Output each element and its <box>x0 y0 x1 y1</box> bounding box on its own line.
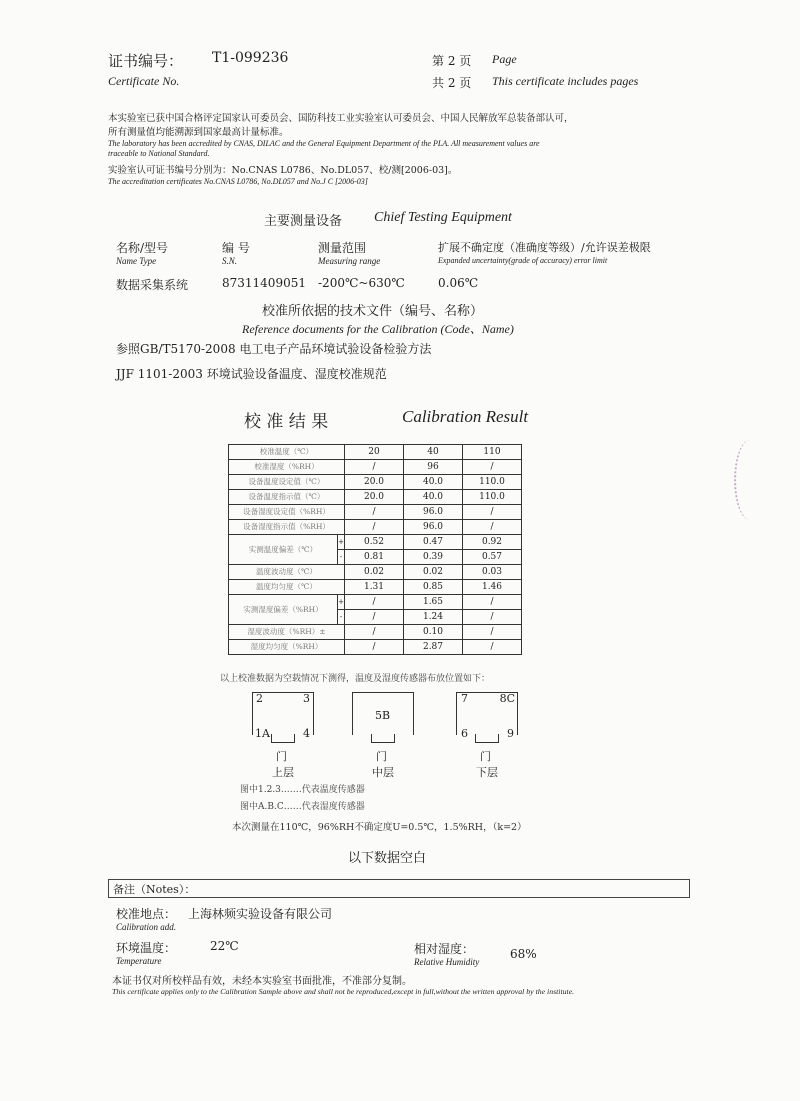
results-title: 校 准 结 果 <box>244 412 329 432</box>
value-cell: 20.0 <box>345 490 404 505</box>
table-row <box>229 490 522 505</box>
table-row <box>229 460 522 475</box>
accreditation-line-1: 本实验室已获中国合格评定国家认可委员会、国防科技工业实验室认可委员会、中国人民解放军总装备部认可， <box>108 113 574 124</box>
value-cell: 96.0 <box>404 505 463 520</box>
sensor-7: 7 <box>461 692 468 705</box>
row-label: 实测温度偏差（℃） <box>229 535 338 565</box>
sign-cell: - <box>338 610 345 625</box>
value-cell: / <box>463 505 522 520</box>
results-title-en: Calibration Result <box>402 407 529 426</box>
validity-statement-en: This certificate applies only to the Calibration Sample above and shall not be reproduced,except in full,without the written approval by the institute. <box>112 987 575 996</box>
value-cell: 1.24 <box>404 610 463 625</box>
table-row <box>229 475 522 490</box>
value-cell: / <box>345 505 404 520</box>
row-label: 设备温度指示值（℃） <box>229 490 345 505</box>
value-cell: / <box>345 595 404 610</box>
sensor-3: 3 <box>303 692 310 705</box>
temperature-value: 22℃ <box>210 939 239 953</box>
value-cell: 110.0 <box>463 490 522 505</box>
sensor-4: 4 <box>303 727 310 740</box>
row-label: 温度波动度（℃） <box>229 565 345 580</box>
value-cell: / <box>345 610 404 625</box>
lower-door-icon <box>475 734 499 743</box>
value-cell: 0.02 <box>345 565 404 580</box>
lower-layer-box <box>456 692 518 740</box>
value-cell: 0.47 <box>404 535 463 550</box>
accreditation-en-3: The accreditation certificates No.CNAS L0786, No.DL057 and No.J C [2006-03] <box>108 177 368 186</box>
equipment-col-name-en: Name Type <box>116 256 157 266</box>
value-cell: 96.0 <box>404 520 463 535</box>
sensor-9: 9 <box>507 727 514 740</box>
value-cell: 0.52 <box>345 535 404 550</box>
certificate-number-label-en: Certificate No. <box>108 74 180 88</box>
middle-door-icon <box>371 734 395 743</box>
value-cell: 40 <box>404 445 463 460</box>
reference-title: 校准所依据的技术文件（编号、名称） <box>262 304 484 319</box>
notes-label: 备注（Notes）： <box>113 883 196 896</box>
accreditation-en-1: The laboratory has been accredited by CNAS, DILAC and the General Equipment Department of the PLA. All measurement values are <box>108 139 540 148</box>
value-cell: / <box>345 640 404 655</box>
value-cell: / <box>463 520 522 535</box>
value-cell: 110 <box>463 445 522 460</box>
value-cell: / <box>463 625 522 640</box>
value-cell: 1.46 <box>463 580 522 595</box>
value-cell: 0.57 <box>463 550 522 565</box>
row-label: 校准温度（℃） <box>229 445 345 460</box>
value-cell: 40.0 <box>404 475 463 490</box>
equipment-uncertainty: 0.06℃ <box>438 276 479 290</box>
value-cell: 96 <box>404 460 463 475</box>
value-cell: 110.0 <box>463 475 522 490</box>
upper-layer-label: 上层 <box>272 766 294 779</box>
humidity-value: 68% <box>510 947 537 961</box>
sensor-6: 6 <box>461 727 468 740</box>
value-cell: / <box>345 460 404 475</box>
row-label: 温度均匀度（℃） <box>229 580 345 595</box>
upper-door-label: 门 <box>276 750 287 763</box>
row-label: 校准湿度（%RH） <box>229 460 345 475</box>
legend-humidity: 图中A.B.C……代表湿度传感器 <box>240 802 365 812</box>
sensor-2: 2 <box>256 692 263 705</box>
humidity-label-en: Relative Humidity <box>414 957 480 967</box>
value-cell: 2.87 <box>404 640 463 655</box>
equipment-serial: 87311409051 <box>222 276 306 290</box>
certificate-number-value: T1-099236 <box>212 50 289 66</box>
upper-door-icon <box>271 734 295 743</box>
table-row <box>229 565 522 580</box>
equipment-range: -200℃~630℃ <box>318 276 405 290</box>
row-label: 设备湿度设定值（%RH） <box>229 505 345 520</box>
sensor-5b: 5B <box>375 709 391 722</box>
legend-temperature: 图中1.2.3.……代表温度传感器 <box>240 785 365 795</box>
address-label-en: Calibration add. <box>116 922 177 932</box>
blank-data-note: 以下数据空白 <box>348 851 427 866</box>
address-value: 上海林频实验设备有限公司 <box>188 907 333 921</box>
equipment-col-range-en: Measuring range <box>318 256 381 266</box>
temperature-label-en: Temperature <box>116 956 162 966</box>
middle-layer-label: 中层 <box>372 766 394 779</box>
equipment-name: 数据采集系统 <box>116 278 189 292</box>
humidity-label: 相对湿度： <box>414 942 475 956</box>
value-cell: / <box>463 610 522 625</box>
value-cell: 0.92 <box>463 535 522 550</box>
value-cell: 20.0 <box>345 475 404 490</box>
value-cell: 0.85 <box>404 580 463 595</box>
row-label: 设备温度设定值（℃） <box>229 475 345 490</box>
value-cell: 0.03 <box>463 565 522 580</box>
value-cell: 1.31 <box>345 580 404 595</box>
value-cell: 0.02 <box>404 565 463 580</box>
upper-layer-box <box>252 692 314 740</box>
row-label: 实测湿度偏差（%RH） <box>229 595 338 625</box>
value-cell: / <box>463 595 522 610</box>
sign-cell: + <box>338 535 345 550</box>
equipment-title-en: Chief Testing Equipment <box>374 210 512 225</box>
value-cell: / <box>463 640 522 655</box>
validity-statement: 本证书仅对所校样品有效，未经本实验室书面批准，不准部分复制。 <box>112 976 412 987</box>
sensor-1a: 1A <box>255 727 270 740</box>
equipment-col-name: 名称/型号 <box>116 241 169 255</box>
equipment-title: 主要测量设备 <box>264 214 343 229</box>
value-cell: 0.39 <box>404 550 463 565</box>
total-pages-label: 共 2 页 <box>432 76 472 90</box>
reference-doc-2: JJF 1101-2003 环境试验设备温度、湿度校准规范 <box>116 367 387 381</box>
middle-door-label: 门 <box>376 750 387 763</box>
results-note: 以上校准数据为空载情况下测得，温度及湿度传感器布放位置如下： <box>220 674 491 684</box>
table-row <box>229 595 522 610</box>
certificate-number-label: 证书编号： <box>108 52 184 70</box>
table-row <box>229 580 522 595</box>
equipment-col-range: 测量范围 <box>318 241 367 255</box>
table-row <box>229 445 522 460</box>
accreditation-en-2: traceable to National Standard. <box>108 149 210 158</box>
sign-cell: + <box>338 595 345 610</box>
page-label-en: Page <box>492 52 517 66</box>
lower-door-label: 门 <box>480 750 491 763</box>
measurement-uncertainty: 本次测量在110℃，96%RH不确定度U=0.5℃，1.5%RH，（k=2） <box>232 822 527 833</box>
table-row <box>229 520 522 535</box>
table-row <box>229 625 522 640</box>
row-label: 湿度均匀度（%RH） <box>229 640 345 655</box>
equipment-col-uncertainty-en: Expanded uncertainty(grade of accuracy) error limit <box>438 256 608 265</box>
middle-layer-box <box>352 692 414 735</box>
value-cell: / <box>463 460 522 475</box>
sign-cell: - <box>338 550 345 565</box>
sensor-8c: 8C <box>499 692 515 705</box>
accreditation-line-2: 所有测量值均能溯源到国家最高计量标准。 <box>108 127 289 138</box>
value-cell: 1.65 <box>404 595 463 610</box>
notes-box <box>108 879 690 898</box>
value-cell: / <box>345 625 404 640</box>
seal-stamp-fragment <box>734 440 766 520</box>
total-pages-label-en: This certificate includes pages <box>492 74 639 88</box>
calibration-results-table <box>228 444 522 655</box>
reference-doc-1: 参照GB/T5170-2008 电工电子产品环境试验设备检验方法 <box>116 342 432 356</box>
reference-title-en: Reference documents for the Calibration (Code、Name) <box>242 322 514 336</box>
row-label: 湿度波动度（%RH）± <box>229 625 345 640</box>
value-cell: / <box>345 520 404 535</box>
value-cell: 0.81 <box>345 550 404 565</box>
table-row <box>229 640 522 655</box>
accreditation-line-3: 实验室认可证书编号分别为：No.CNAS L0786、No.DL057、校/测[2006-03]。 <box>108 165 458 176</box>
equipment-col-sn-en: S.N. <box>222 256 238 266</box>
value-cell: 40.0 <box>404 490 463 505</box>
address-label: 校准地点： <box>116 907 177 921</box>
page-label: 第 2 页 <box>432 54 472 68</box>
table-row <box>229 505 522 520</box>
table-row <box>229 535 522 550</box>
value-cell: 20 <box>345 445 404 460</box>
equipment-col-uncertainty: 扩展不确定度（准确度等级）/允许误差极限 <box>438 241 651 254</box>
equipment-col-sn: 编 号 <box>222 241 250 255</box>
temperature-label: 环境温度： <box>116 941 177 955</box>
value-cell: 0.10 <box>404 625 463 640</box>
row-label: 设备湿度指示值（%RH） <box>229 520 345 535</box>
lower-layer-label: 下层 <box>476 766 498 779</box>
